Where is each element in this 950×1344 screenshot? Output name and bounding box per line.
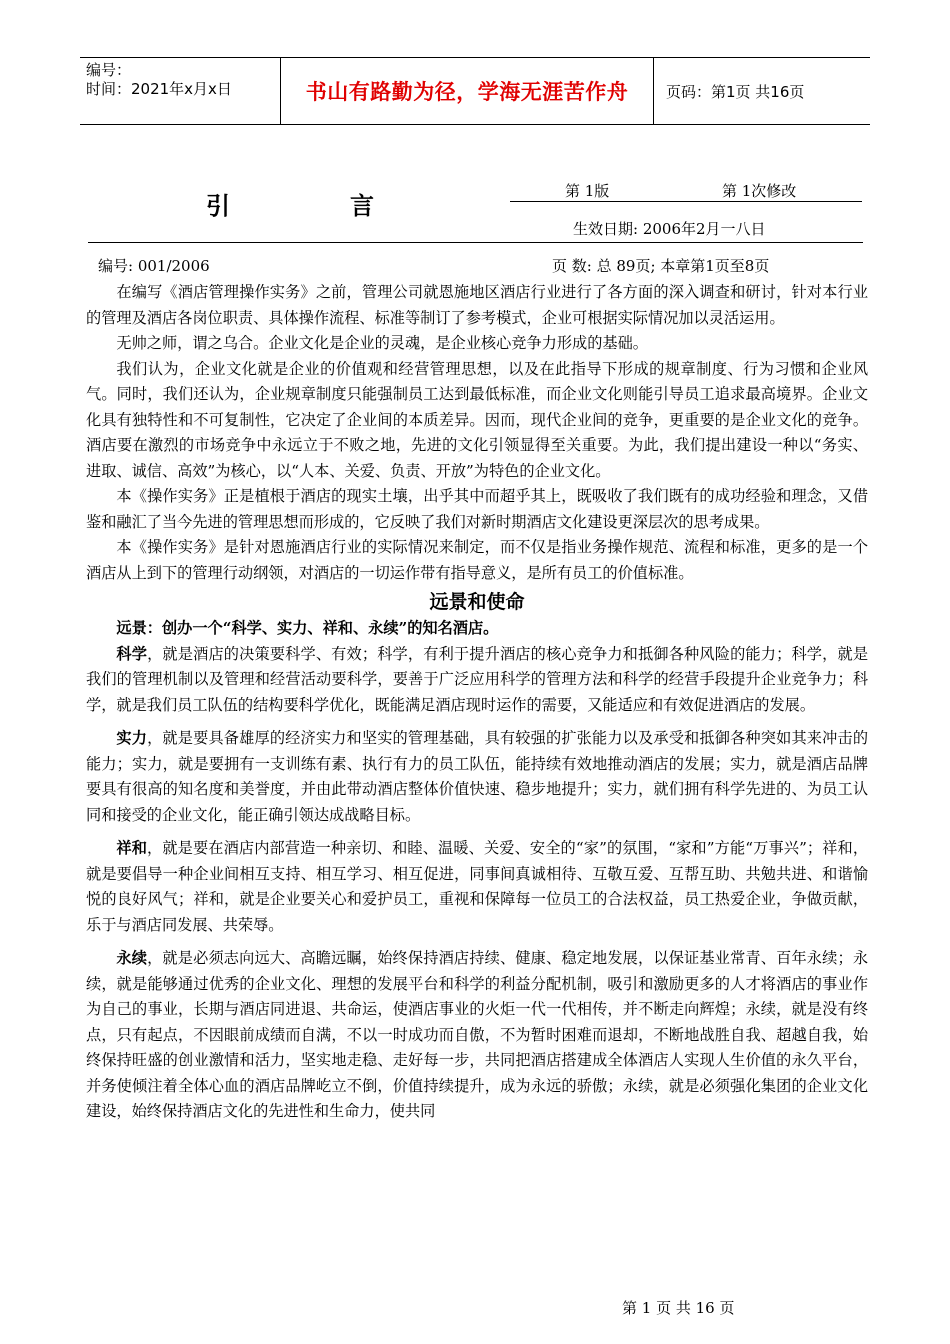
paragraph-sustain (86, 946, 868, 1125)
page-count: 页 数: 总 89页; 本章第1页至8页 (552, 257, 770, 275)
term-sustain: 永续 (116, 949, 148, 967)
term-strength: 实力 (116, 729, 148, 747)
header-number-label: 编号： (86, 61, 132, 79)
version-divider (510, 201, 862, 202)
document-body (86, 280, 868, 1125)
revision-label: 第 1次修改 (722, 182, 797, 200)
header-motto-cell (281, 58, 654, 124)
header-time-label: 时间：2021年x月x日 (86, 80, 232, 98)
term-harmony: 祥和 (116, 839, 148, 857)
vision-statement: 远景：创办一个“科学、实力、祥和、永续”的知名酒店。 (116, 619, 499, 637)
header-page-info: 页码：第1页 共16页 (666, 82, 805, 101)
title-char-2: 言 (350, 192, 374, 220)
paragraph-science (86, 642, 868, 719)
header-motto: 书山有路勤为径，学海无涯苦作舟 (305, 80, 629, 104)
footer-page-number: 第 1 页 共 16 页 (622, 1299, 735, 1317)
paragraph-culture-definition: 我们认为，企业文化就是企业的价值观和经营管理思想，以及在此指导下形成的规章制度、行为习惯和企业风气。同时，我们还认为，企业规章制度只能强制员工达到最低标准，而企业文化则能引导员工追求最高境界。企业文化具有独特性和不可复制性，它决定了企业间的本质差异。因而，现代企业间的竞争，更重要的是企业文化的竞争。酒店要在激烈的市场竞争中永远立于不败之地，先进的文化引领显得至关重要。为此，我们提出建设一种以“务实、进取、诚信、高效”为核心，以“人本、关爱、负责、开放”为特色的企业文化。 (86, 359, 868, 480)
title-divider (88, 242, 863, 243)
paragraph-practice-roots: 本《操作实务》正是植根于酒店的现实土壤，出乎其中而超乎其上，既吸收了我们既有的成功经验和理念，又借鉴和融汇了当今先进的管理思想而形成的，它反映了我们对新时期酒店文化建设更深层次的思考成果。 (86, 487, 868, 531)
edition-label: 第 1版 (565, 182, 610, 200)
paragraph-intro: 在编写《酒店管理操作实务》之前，管理公司就恩施地区酒店行业进行了各方面的深入调查和研讨，针对本行业的管理及酒店各岗位职责、具体操作流程、标准等制订了参考模式，企业可根据实际情况加以灵活运用。 (86, 283, 868, 327)
header-meta (80, 58, 281, 124)
effective-date: 生效日期: 2006年2月一八日 (573, 220, 766, 238)
text-harmony: ，就是要在酒店内部营造一种亲切、和睦、温暖、关爱、安全的“家”的氛围，“家和”方能“万事兴”；祥和，就是要倡导一种企业间相互支持、相互学习、相互促进，同事间真诚相待、互敬互爱、互帮互助、共勉共进、和谐愉悦的良好风气；祥和，就是企业要关心和爱护员工，重视和保障每一位员工的合法权益，员工热爱企业，争做贡献，乐于与酒店同发展、共荣辱。 (86, 839, 869, 934)
text-strength: ，就是要具备雄厚的经济实力和坚实的管理基础，具有较强的扩张能力以及承受和抵御各种突如其来冲击的能力；实力，就是要拥有一支训练有素、执行有力的员工队伍，能持续有效地推动酒店的发展；实力，就是酒店品牌要具有很高的知名度和美誉度，并由此带动酒店整体价值快速、稳步地提升；实力，就们拥有科学先进的、为员工认同和接受的企业文化，能正确引领达成战略目标。 (86, 729, 869, 824)
paragraph-harmony (86, 836, 868, 938)
paragraph-practice-purpose: 本《操作实务》是针对恩施酒店行业的实际情况来制定，而不仅是指业务操作规范、流程和标准，更多的是一个酒店从上到下的管理行动纲领，对酒店的一切运作带有指导意义，是所有员工的价值标准。 (86, 538, 868, 582)
text-science: ，就是酒店的决策要科学、有效；科学，有利于提升酒店的核心竞争力和抵御各种风险的能力；科学，就是我们的管理机制以及管理和经营活动要科学，要善于广泛应用科学的管理方法和科学的经营手段提升企业竞争力；科学，就是我们员工队伍的结构要科学优化，既能满足酒店现时运作的需要，又能适应和有效促进酒店的发展。 (86, 644, 869, 714)
term-science: 科学 (116, 644, 148, 663)
header-table (80, 57, 870, 125)
section-heading: 远景和使命 (429, 591, 525, 613)
title-char-1: 引 (206, 192, 230, 220)
paragraph-culture-soul: 无帅之师，谓之乌合。企业文化是企业的灵魂，是企业核心竞争力形成的基础。 (116, 334, 648, 352)
page-title (206, 186, 374, 221)
paragraph-strength (86, 726, 868, 828)
doc-number: 编号: 001/2006 (98, 257, 210, 275)
text-sustain: ，就是必须志向远大、高瞻远瞩，始终保持酒店持续、健康、稳定地发展，以保证基业常青、百年永续；永续，就是能够通过优秀的企业文化、理想的发展平台和科学的利益分配机制，吸引和激励更多的人才将酒店的事业作为自己的事业，长期与酒店同进退、共命运，使酒店事业的火炬一代一代相传，并不断走向辉煌；永续，就是没有终点，只有起点，不因眼前成绩而自满，不以一时成功而自傲，不为暂时困难而退却，不断地战胜自我、超越自我，始终保持旺盛的创业激情和活力，坚实地走稳、走好每一步，共同把酒店搭建成全体酒店人实现人生价值的永久平台，并务使倾注着全体心血的酒店品牌屹立不倒，价值持续提升，成为永远的骄傲；永续，就是必须强化集团的企业文化建设，始终保持酒店文化的先进性和生命力，使共同 (86, 949, 869, 1120)
